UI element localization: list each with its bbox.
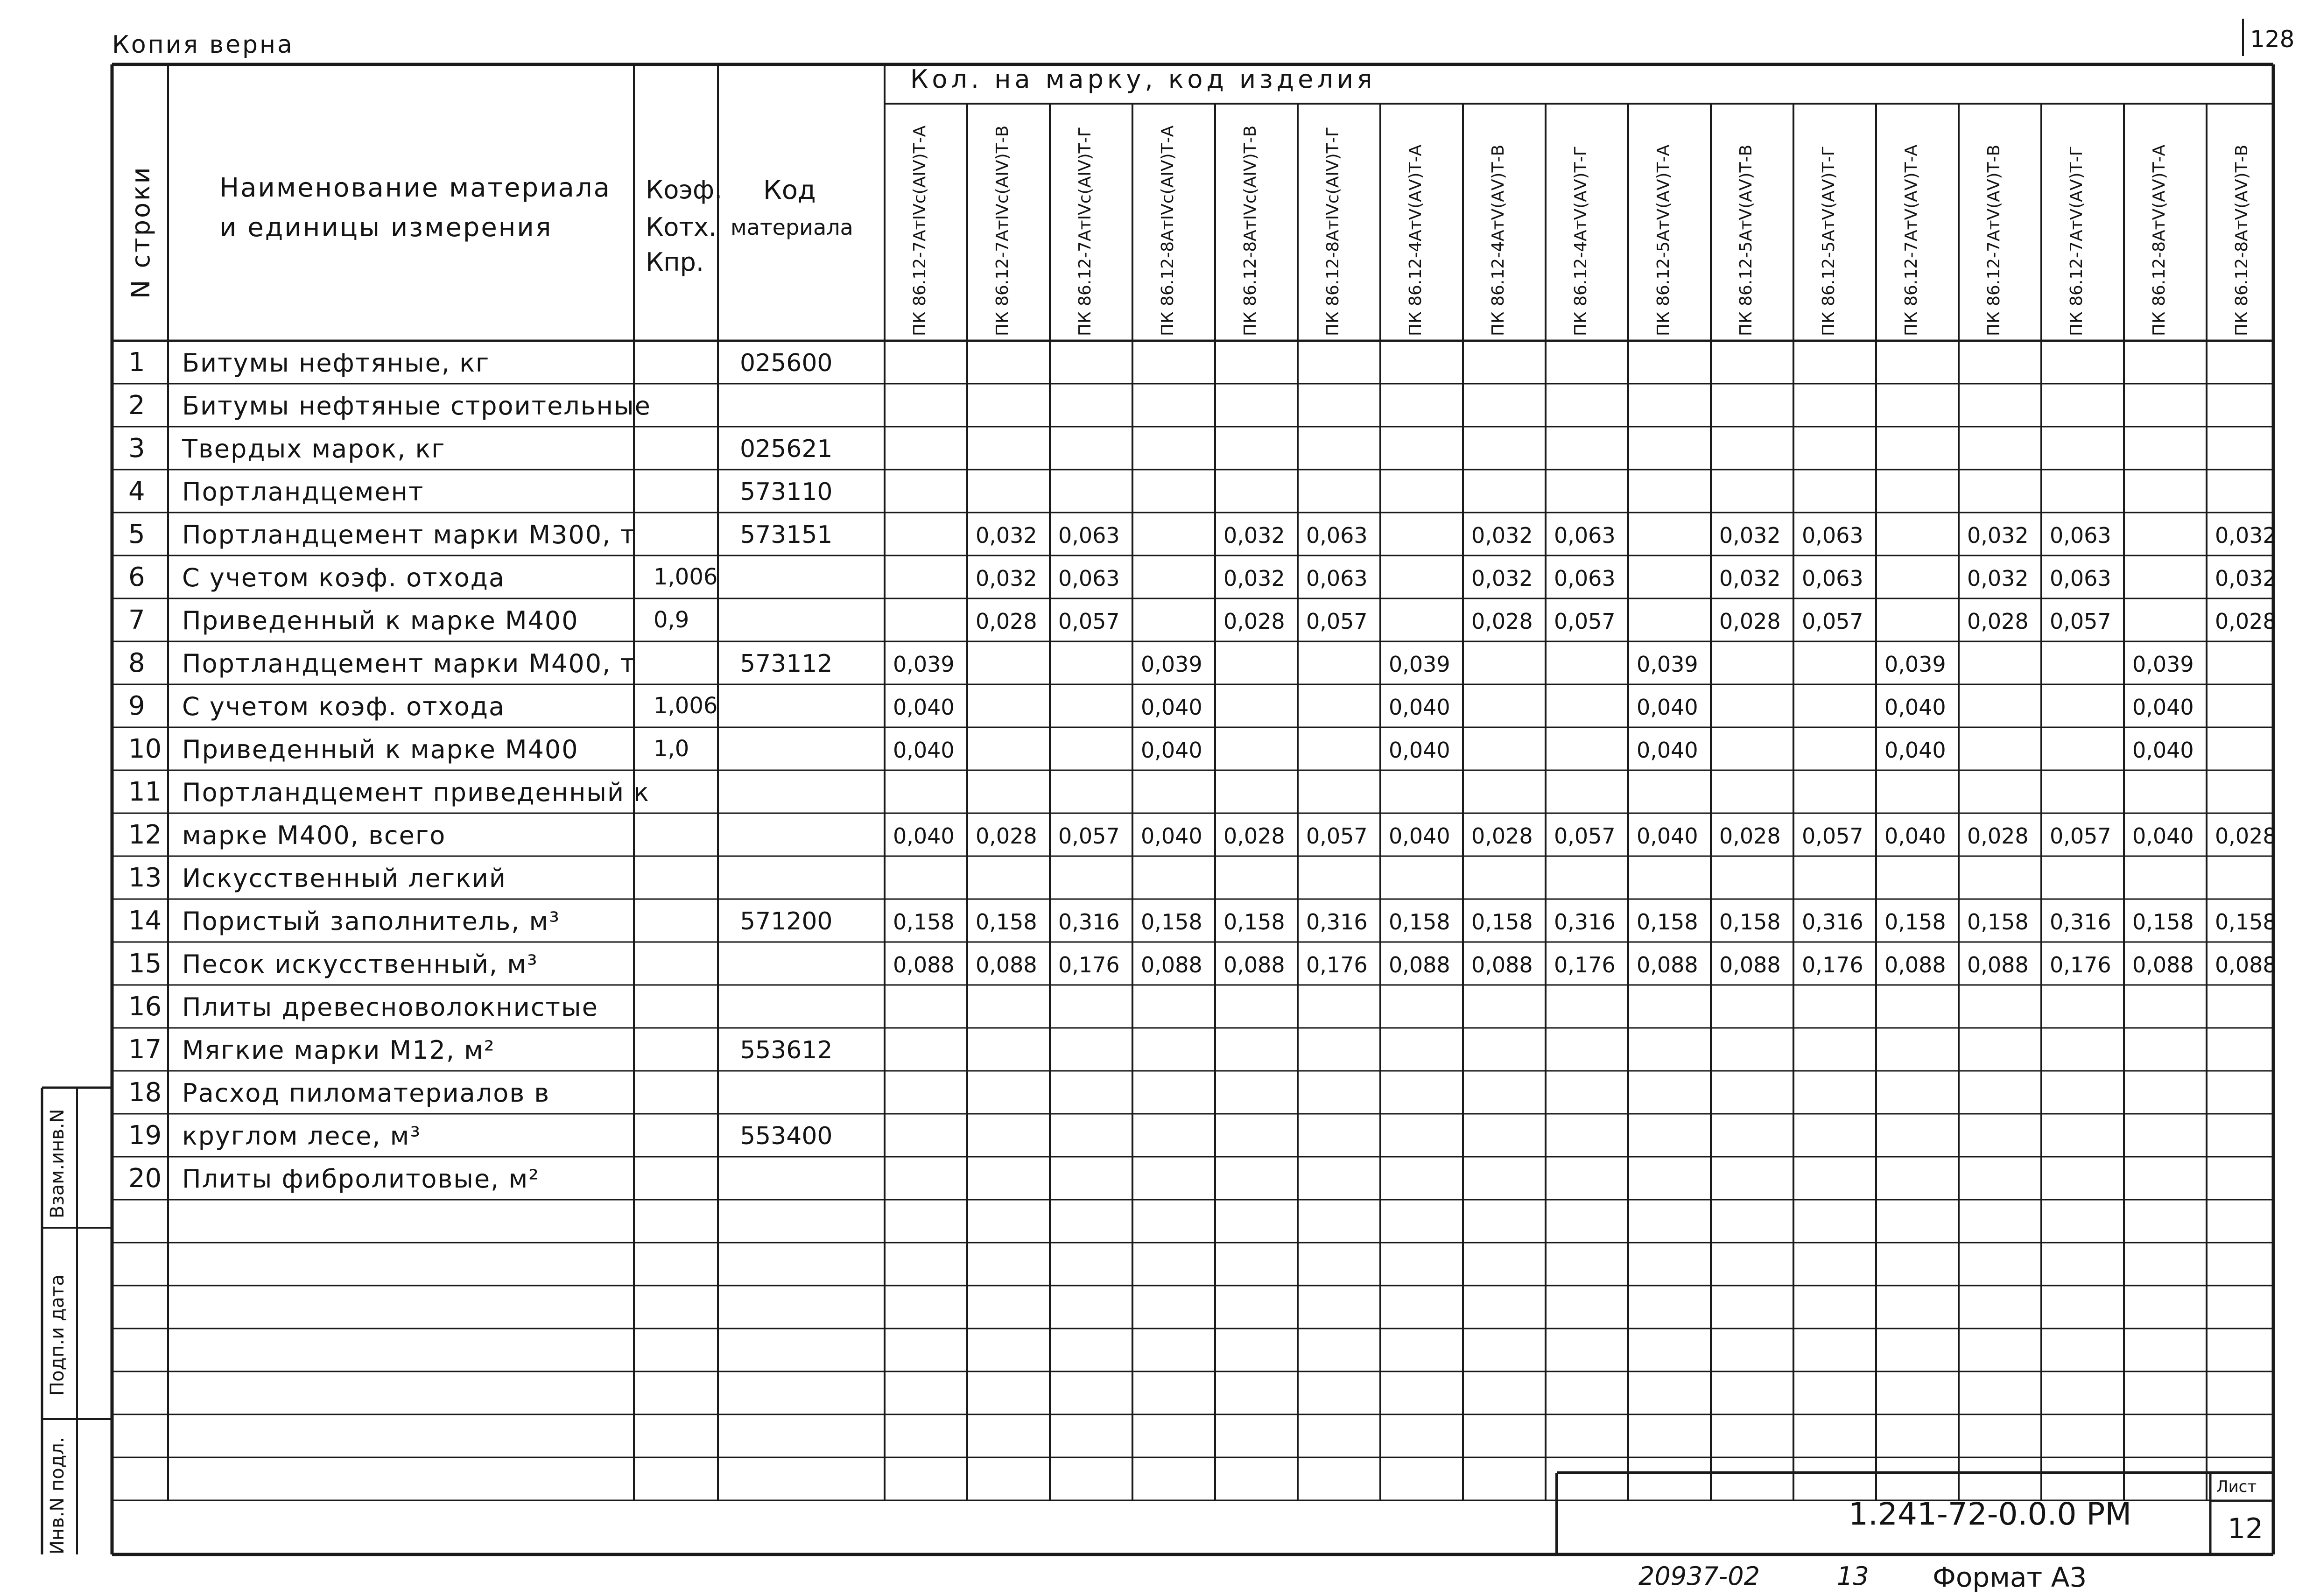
row-value: 0,040 bbox=[1141, 738, 1202, 763]
footer-number: 13 bbox=[1837, 1561, 1869, 1591]
sheet-number: 12 bbox=[2228, 1512, 2264, 1545]
row-value: 0,057 bbox=[1058, 609, 1120, 634]
row-value: 0,063 bbox=[2050, 566, 2111, 591]
row-material-name: Приведенный к марке М400 bbox=[182, 735, 579, 764]
row-material-name: Битумы нефтяные строительные bbox=[182, 391, 651, 421]
row-value: 0,176 bbox=[1306, 952, 1368, 977]
product-header: ПК 86.12-7АтV(АV)Т-Г bbox=[2067, 146, 2086, 336]
row-number: 6 bbox=[128, 562, 145, 592]
row-value: 0,088 bbox=[1967, 952, 2029, 977]
row-value: 0,088 bbox=[1637, 952, 1698, 977]
row-number: 5 bbox=[128, 519, 145, 549]
row-number: 3 bbox=[128, 433, 145, 464]
row-value: 0,088 bbox=[1389, 952, 1450, 977]
row-value: 0,040 bbox=[1884, 823, 1946, 849]
product-header: ПК 86.12-4АтV(АV)Т-Г bbox=[1571, 146, 1590, 336]
row-value: 0,176 bbox=[2050, 952, 2111, 977]
row-value: 0,057 bbox=[2050, 823, 2111, 849]
row-value: 0,032 bbox=[1719, 523, 1781, 548]
row-number: 7 bbox=[128, 605, 145, 635]
row-value: 0,040 bbox=[1389, 695, 1450, 720]
row-number: 8 bbox=[128, 648, 145, 678]
row-value: 0,088 bbox=[1719, 952, 1781, 977]
row-value: 0,032 bbox=[976, 566, 1037, 591]
row-value: 0,028 bbox=[976, 823, 1037, 849]
row-value: 0,316 bbox=[2050, 909, 2111, 935]
header-code-line2: материала bbox=[731, 215, 853, 240]
header-material-line1: Наименование материала bbox=[219, 173, 611, 203]
row-value: 0,057 bbox=[1306, 609, 1368, 634]
row-value: 0,028 bbox=[1471, 823, 1533, 849]
row-coef: 1,0 bbox=[654, 736, 689, 762]
row-value: 0,032 bbox=[1967, 566, 2029, 591]
row-value: 0,088 bbox=[1884, 952, 1946, 977]
row-value: 0,057 bbox=[1554, 823, 1616, 849]
row-number: 17 bbox=[128, 1034, 162, 1065]
row-value: 0,040 bbox=[1389, 823, 1450, 849]
row-material-name: Твердых марок, кг bbox=[182, 434, 446, 464]
product-header: ПК 86.12-7АтIVc(АIV)Т-А bbox=[910, 125, 929, 336]
row-code: 025621 bbox=[740, 435, 833, 463]
row-value: 0,040 bbox=[1884, 738, 1946, 763]
sheet-corner-number: 128 bbox=[2250, 26, 2295, 53]
row-material-name: Пористый заполнитель, м³ bbox=[182, 907, 560, 936]
row-material-name: Искусственный легкий bbox=[182, 864, 506, 893]
product-header: ПК 86.12-4АтV(АV)Т-В bbox=[1489, 144, 1508, 336]
row-value: 0,028 bbox=[1967, 823, 2029, 849]
row-material-name: Портландцемент марки М400, т bbox=[182, 649, 636, 678]
row-code: 573110 bbox=[740, 478, 833, 506]
row-value: 0,158 bbox=[1223, 909, 1285, 935]
footer-order: 20937-02 bbox=[1638, 1561, 1760, 1591]
header-product-group: Кол. на марку, код изделия bbox=[910, 64, 1376, 94]
row-code: 553400 bbox=[740, 1122, 833, 1150]
product-header: ПК 86.12-7АтV(АV)Т-А bbox=[1902, 144, 1921, 336]
row-value: 0,028 bbox=[1719, 823, 1781, 849]
row-value: 0,040 bbox=[893, 695, 955, 720]
product-header: ПК 86.12-7АтIVc(АIV)Т-В bbox=[993, 125, 1012, 336]
row-value: 0,039 bbox=[1141, 652, 1202, 677]
row-value: 0,316 bbox=[1554, 909, 1616, 935]
row-value: 0,158 bbox=[976, 909, 1037, 935]
copy-stamp: Копия верна bbox=[112, 31, 294, 59]
row-material-name: Песок искусственный, м³ bbox=[182, 949, 538, 979]
row-value: 0,032 bbox=[1471, 566, 1533, 591]
row-number: 10 bbox=[128, 734, 162, 764]
side-label-vzam-inv: Взам.инв.N bbox=[47, 1109, 68, 1218]
row-number: 12 bbox=[128, 820, 162, 850]
row-number: 20 bbox=[128, 1163, 162, 1194]
row-number: 15 bbox=[128, 949, 162, 979]
row-value: 0,158 bbox=[1967, 909, 2029, 935]
row-value: 0,040 bbox=[893, 823, 955, 849]
header-material-line2: и единицы измерения bbox=[219, 212, 553, 243]
product-header: ПК 86.12-5АтV(АV)Т-В bbox=[1737, 144, 1756, 336]
row-value: 0,057 bbox=[1802, 823, 1863, 849]
row-value: 0,028 bbox=[1967, 609, 2029, 634]
row-value: 0,176 bbox=[1802, 952, 1863, 977]
sheet-label: Лист bbox=[2216, 1477, 2257, 1496]
row-number: 11 bbox=[128, 777, 162, 807]
row-value: 0,032 bbox=[2215, 523, 2277, 548]
row-value: 0,039 bbox=[1884, 652, 1946, 677]
row-material-name: Портландцемент марки М300, т bbox=[182, 520, 636, 549]
row-code: 571200 bbox=[740, 907, 833, 935]
row-value: 0,088 bbox=[1471, 952, 1533, 977]
row-value: 0,088 bbox=[1141, 952, 1202, 977]
row-value: 0,063 bbox=[1058, 523, 1120, 548]
row-value: 0,158 bbox=[1719, 909, 1781, 935]
row-material-name: Приведенный к марке М400 bbox=[182, 606, 579, 635]
row-value: 0,040 bbox=[1637, 823, 1698, 849]
row-value: 0,028 bbox=[1471, 609, 1533, 634]
row-value: 0,176 bbox=[1058, 952, 1120, 977]
row-coef: 1,006 bbox=[654, 564, 718, 590]
row-number: 18 bbox=[128, 1077, 162, 1108]
row-value: 0,032 bbox=[1223, 523, 1285, 548]
footer-format: Формат А3 bbox=[1933, 1561, 2087, 1593]
product-header: ПК 86.12-8АтIVc(АIV)Т-А bbox=[1158, 125, 1177, 336]
doc-code: 1.241-72-0.0.0 РМ bbox=[1849, 1496, 2132, 1532]
row-value: 0,040 bbox=[1637, 738, 1698, 763]
row-value: 0,028 bbox=[1223, 609, 1285, 634]
product-header: ПК 86.12-8АтV(АV)Т-А bbox=[2150, 144, 2169, 336]
header-row-number: N строки bbox=[126, 165, 155, 299]
row-material-name: Портландцемент приведенный к bbox=[182, 778, 650, 807]
header-coef-line3: Кпр. bbox=[646, 247, 704, 277]
row-value: 0,040 bbox=[1141, 823, 1202, 849]
row-value: 0,039 bbox=[2132, 652, 2194, 677]
row-value: 0,040 bbox=[2132, 738, 2194, 763]
row-value: 0,057 bbox=[1058, 823, 1120, 849]
row-value: 0,039 bbox=[1637, 652, 1698, 677]
row-value: 0,057 bbox=[1802, 609, 1863, 634]
row-value: 0,063 bbox=[1802, 566, 1863, 591]
product-header: ПК 86.12-8АтIVc(АIV)Т-В bbox=[1241, 125, 1260, 336]
header-coef-line2: Котх. bbox=[646, 212, 717, 242]
row-material-name: круглом лесе, м³ bbox=[182, 1121, 422, 1151]
row-material-name: Расход пиломатериалов в bbox=[182, 1078, 550, 1108]
product-header: ПК 86.12-8АтIVc(АIV)Т-Г bbox=[1323, 127, 1343, 336]
row-value: 0,040 bbox=[893, 738, 955, 763]
row-code: 573112 bbox=[740, 650, 833, 678]
row-value: 0,088 bbox=[893, 952, 955, 977]
row-value: 0,040 bbox=[1637, 695, 1698, 720]
row-value: 0,057 bbox=[1554, 609, 1616, 634]
row-value: 0,158 bbox=[1637, 909, 1698, 935]
row-number: 16 bbox=[128, 991, 162, 1022]
row-number: 9 bbox=[128, 691, 145, 721]
side-label-podp-data: Подп.и дата bbox=[47, 1274, 68, 1396]
row-material-name: Плиты фибролитовые, м² bbox=[182, 1164, 540, 1194]
row-value: 0,032 bbox=[1223, 566, 1285, 591]
row-value: 0,039 bbox=[893, 652, 955, 677]
row-value: 0,057 bbox=[2050, 609, 2111, 634]
row-value: 0,158 bbox=[2215, 909, 2277, 935]
row-number: 2 bbox=[128, 390, 145, 421]
row-value: 0,158 bbox=[1389, 909, 1450, 935]
row-value: 0,063 bbox=[1306, 566, 1368, 591]
row-value: 0,158 bbox=[1884, 909, 1946, 935]
row-value: 0,032 bbox=[976, 523, 1037, 548]
row-value: 0,063 bbox=[1554, 523, 1616, 548]
row-code: 025600 bbox=[740, 349, 833, 377]
row-value: 0,088 bbox=[2132, 952, 2194, 977]
row-value: 0,040 bbox=[1389, 738, 1450, 763]
product-header: ПК 86.12-5АтV(АV)Т-А bbox=[1654, 144, 1673, 336]
row-value: 0,028 bbox=[1719, 609, 1781, 634]
row-number: 14 bbox=[128, 906, 162, 936]
row-value: 0,028 bbox=[976, 609, 1037, 634]
row-value: 0,316 bbox=[1306, 909, 1368, 935]
row-code: 553612 bbox=[740, 1036, 833, 1064]
row-value: 0,032 bbox=[1967, 523, 2029, 548]
side-label-inv-podl: Инв.N подл. bbox=[47, 1437, 68, 1554]
product-header: ПК 86.12-7АтIVc(АIV)Т-Г bbox=[1076, 127, 1095, 336]
row-material-name: Портландцемент bbox=[182, 477, 424, 506]
row-material-name: Плиты древесноволокнистые bbox=[182, 992, 598, 1022]
row-number: 1 bbox=[128, 347, 145, 378]
row-value: 0,316 bbox=[1802, 909, 1863, 935]
row-number: 13 bbox=[128, 863, 162, 893]
product-header: ПК 86.12-7АтV(АV)Т-В bbox=[1984, 144, 2004, 336]
row-value: 0,063 bbox=[1306, 523, 1368, 548]
row-value: 0,088 bbox=[1223, 952, 1285, 977]
row-code: 573151 bbox=[740, 521, 833, 549]
product-header: ПК 86.12-8АтV(АV)Т-В bbox=[2232, 144, 2251, 336]
row-coef: 0,9 bbox=[654, 607, 689, 633]
row-value: 0,063 bbox=[2050, 523, 2111, 548]
row-value: 0,063 bbox=[1058, 566, 1120, 591]
row-value: 0,028 bbox=[1223, 823, 1285, 849]
row-value: 0,040 bbox=[2132, 823, 2194, 849]
row-number: 4 bbox=[128, 476, 145, 506]
row-value: 0,158 bbox=[1141, 909, 1202, 935]
product-header: ПК 86.12-5АтV(АV)Т-Г bbox=[1819, 146, 1838, 336]
row-value: 0,057 bbox=[1306, 823, 1368, 849]
row-value: 0,063 bbox=[1554, 566, 1616, 591]
row-value: 0,088 bbox=[2215, 952, 2277, 977]
header-code-line1: Код bbox=[763, 175, 816, 205]
row-material-name: С учетом коэф. отхода bbox=[182, 563, 506, 592]
row-value: 0,158 bbox=[1471, 909, 1533, 935]
row-value: 0,032 bbox=[1719, 566, 1781, 591]
row-value: 0,028 bbox=[2215, 609, 2277, 634]
row-material-name: Мягкие марки М12, м² bbox=[182, 1035, 495, 1065]
row-material-name: Битумы нефтяные, кг bbox=[182, 348, 490, 378]
row-value: 0,316 bbox=[1058, 909, 1120, 935]
row-value: 0,040 bbox=[1884, 695, 1946, 720]
row-value: 0,032 bbox=[2215, 566, 2277, 591]
row-value: 0,040 bbox=[1141, 695, 1202, 720]
row-value: 0,158 bbox=[893, 909, 955, 935]
row-value: 0,063 bbox=[1802, 523, 1863, 548]
product-header: ПК 86.12-4АтV(АV)Т-А bbox=[1406, 144, 1425, 336]
row-material-name: марке М400, всего bbox=[182, 821, 446, 850]
row-value: 0,176 bbox=[1554, 952, 1616, 977]
row-value: 0,028 bbox=[2215, 823, 2277, 849]
row-value: 0,040 bbox=[2132, 695, 2194, 720]
row-value: 0,158 bbox=[2132, 909, 2194, 935]
row-value: 0,032 bbox=[1471, 523, 1533, 548]
row-coef: 1,006 bbox=[654, 693, 718, 719]
row-value: 0,039 bbox=[1389, 652, 1450, 677]
row-material-name: С учетом коэф. отхода bbox=[182, 692, 506, 721]
row-value: 0,088 bbox=[976, 952, 1037, 977]
header-coef-line1: Коэф. bbox=[646, 175, 723, 204]
row-number: 19 bbox=[128, 1120, 162, 1151]
